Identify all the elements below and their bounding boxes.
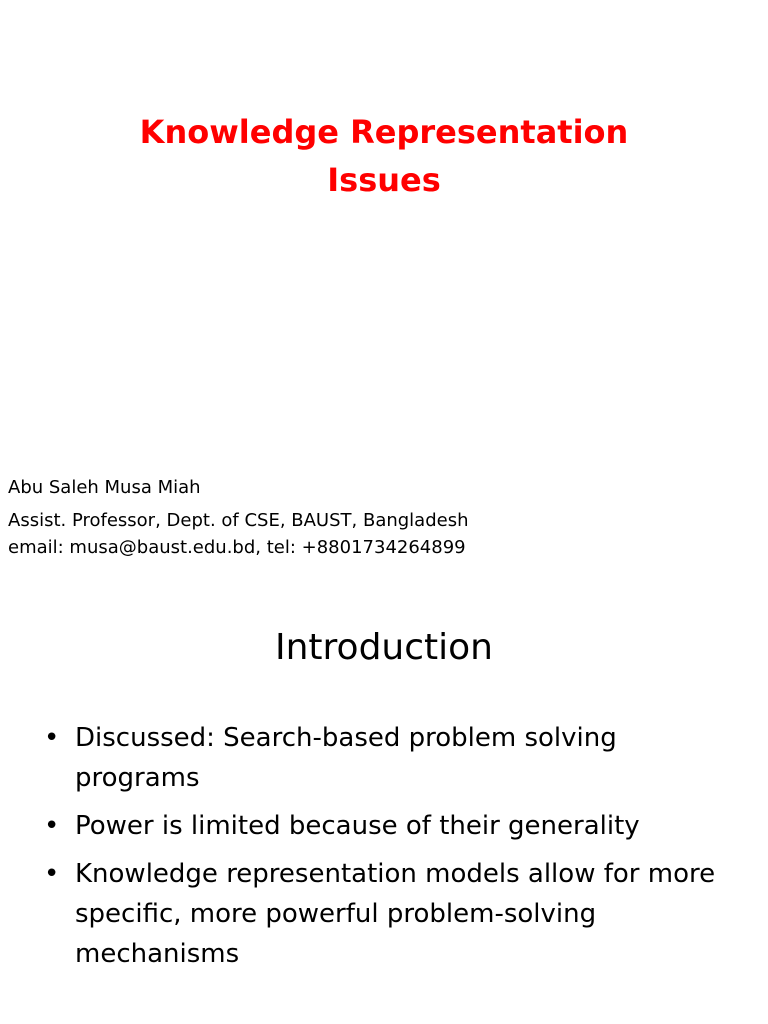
title-line-1: Knowledge Representation bbox=[139, 113, 629, 151]
author-contact: email: musa@baust.edu.bd, tel: +8801734264899 bbox=[8, 537, 466, 558]
author-position: Assist. Professor, Dept. of CSE, BAUST, Bangladesh bbox=[8, 510, 469, 531]
bullet-text: Power is limited because of their generality bbox=[75, 811, 640, 841]
bullet-text: Discussed: Search-based problem solving programs bbox=[75, 723, 617, 793]
bullet-item bbox=[44, 854, 744, 974]
introduction-slide bbox=[0, 578, 768, 1024]
title-line-2: Issues bbox=[327, 161, 441, 199]
slide-title bbox=[0, 108, 768, 204]
intro-title: Introduction bbox=[274, 627, 493, 668]
bullet-dot: • bbox=[44, 723, 60, 753]
author-name: Abu Saleh Musa Miah bbox=[8, 477, 201, 498]
bullet-dot: • bbox=[44, 859, 60, 889]
bullet-item bbox=[44, 718, 744, 798]
bullet-text: Knowledge representation models allow for more specific, more powerful problem-solving mechanisms bbox=[75, 859, 716, 969]
bullet-list bbox=[44, 718, 744, 982]
bullet-item bbox=[44, 806, 744, 846]
author-block bbox=[8, 474, 469, 561]
bullet-dot: • bbox=[44, 811, 60, 841]
